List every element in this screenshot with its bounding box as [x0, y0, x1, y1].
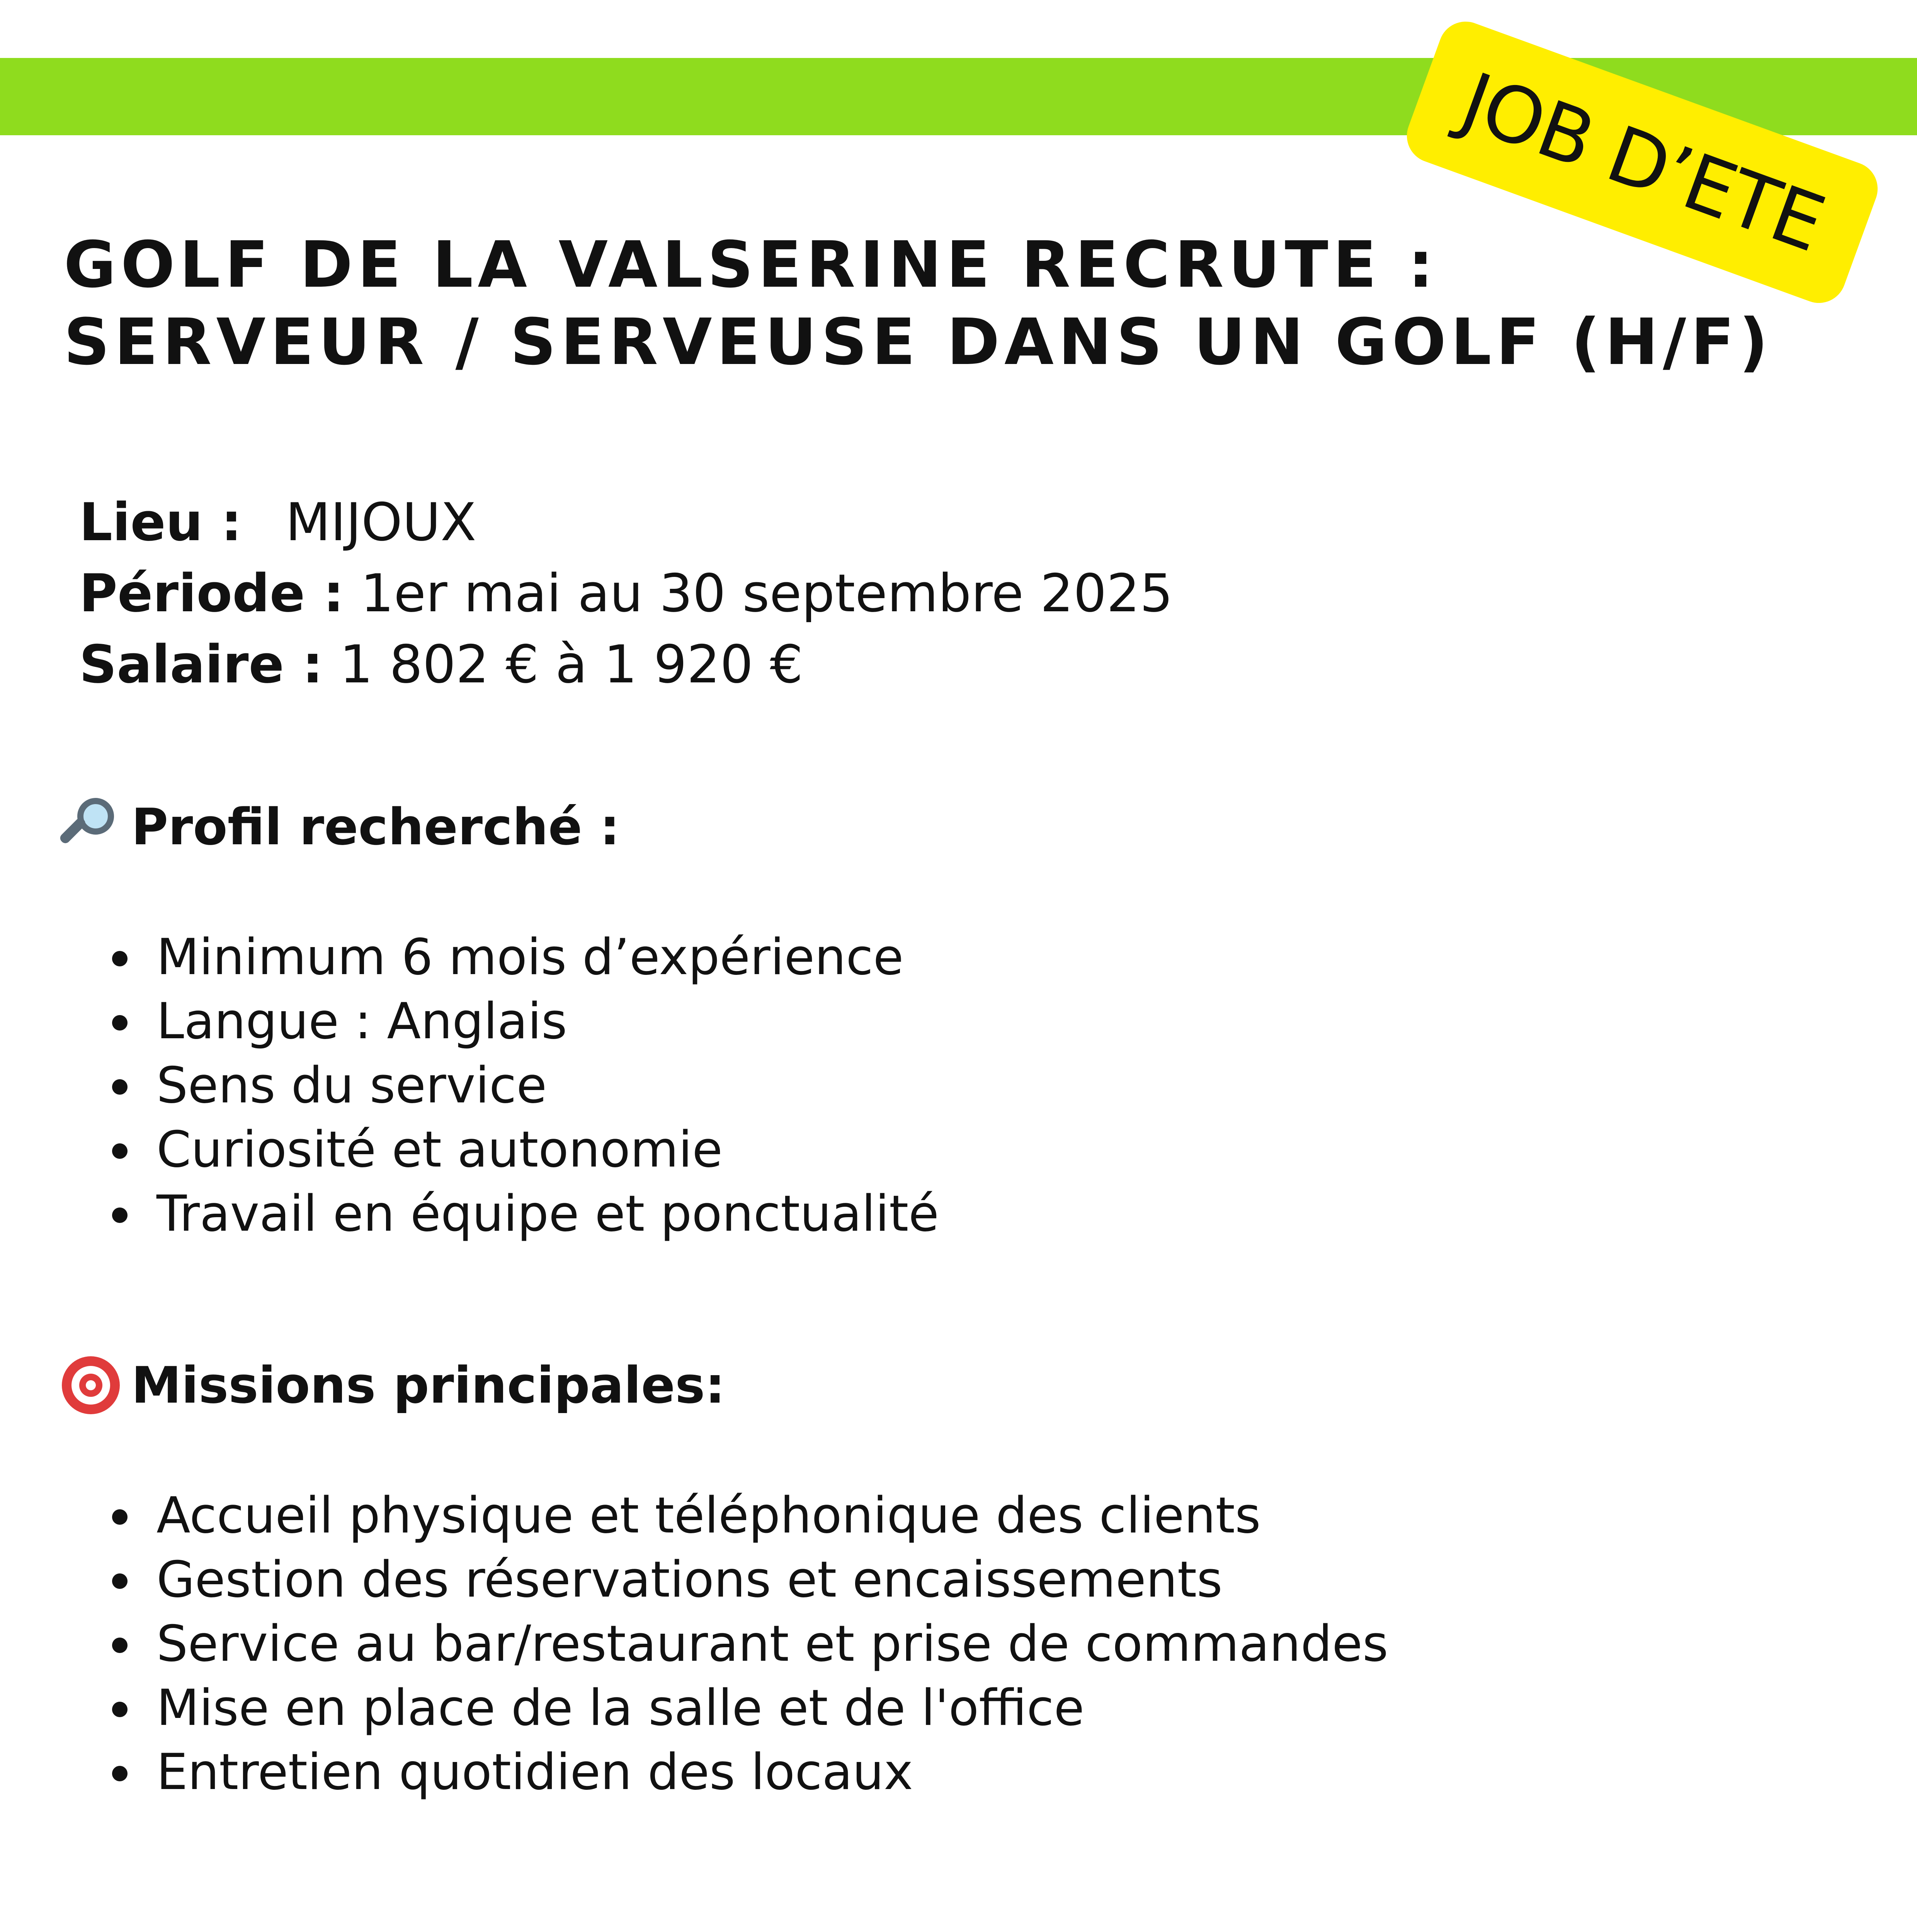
list-item: Langue : Anglais — [108, 990, 939, 1054]
salaire-value: 1 802 € à 1 920 € — [340, 634, 803, 695]
page-title — [64, 226, 1773, 381]
magnifier-icon — [62, 798, 120, 856]
info-salaire — [79, 629, 1173, 700]
list-item: Entretien quotidien des locaux — [108, 1740, 1388, 1804]
lieu-value: MIJOUX — [285, 492, 476, 553]
list-item: Sens du service — [108, 1054, 939, 1118]
salaire-label: Salaire : — [79, 634, 323, 695]
title-line-1: GOLF DE LA VALSERINE RECRUTE : — [64, 228, 1438, 302]
list-item: Mise en place de la salle et de l'office — [108, 1676, 1388, 1740]
list-item: Curiosité et autonomie — [108, 1118, 939, 1182]
badge-text: JOB D’ETE — [1450, 56, 1835, 269]
periode-label: Période : — [79, 563, 344, 624]
list-item: Service au bar/restaurant et prise de commandes — [108, 1612, 1388, 1676]
profil-list — [108, 925, 939, 1246]
lieu-label: Lieu : — [79, 492, 242, 553]
missions-heading — [62, 1350, 725, 1420]
title-line-2: SERVEUR / SERVEUSE DANS UN GOLF (H/F) — [64, 305, 1773, 379]
target-icon — [62, 1356, 120, 1414]
periode-value: 1er mai au 30 septembre 2025 — [361, 563, 1173, 624]
profil-heading-text: Profil recherché : — [131, 798, 620, 856]
info-periode — [79, 558, 1173, 629]
job-info — [79, 487, 1173, 700]
list-item: Accueil physique et téléphonique des clients — [108, 1484, 1388, 1548]
profil-heading — [62, 792, 620, 862]
info-lieu — [79, 487, 1173, 558]
missions-list — [108, 1484, 1388, 1804]
list-item: Gestion des réservations et encaissements — [108, 1548, 1388, 1612]
list-item: Minimum 6 mois d’expérience — [108, 925, 939, 990]
missions-heading-text: Missions principales: — [131, 1356, 725, 1415]
list-item: Travail en équipe et ponctualité — [108, 1182, 939, 1246]
